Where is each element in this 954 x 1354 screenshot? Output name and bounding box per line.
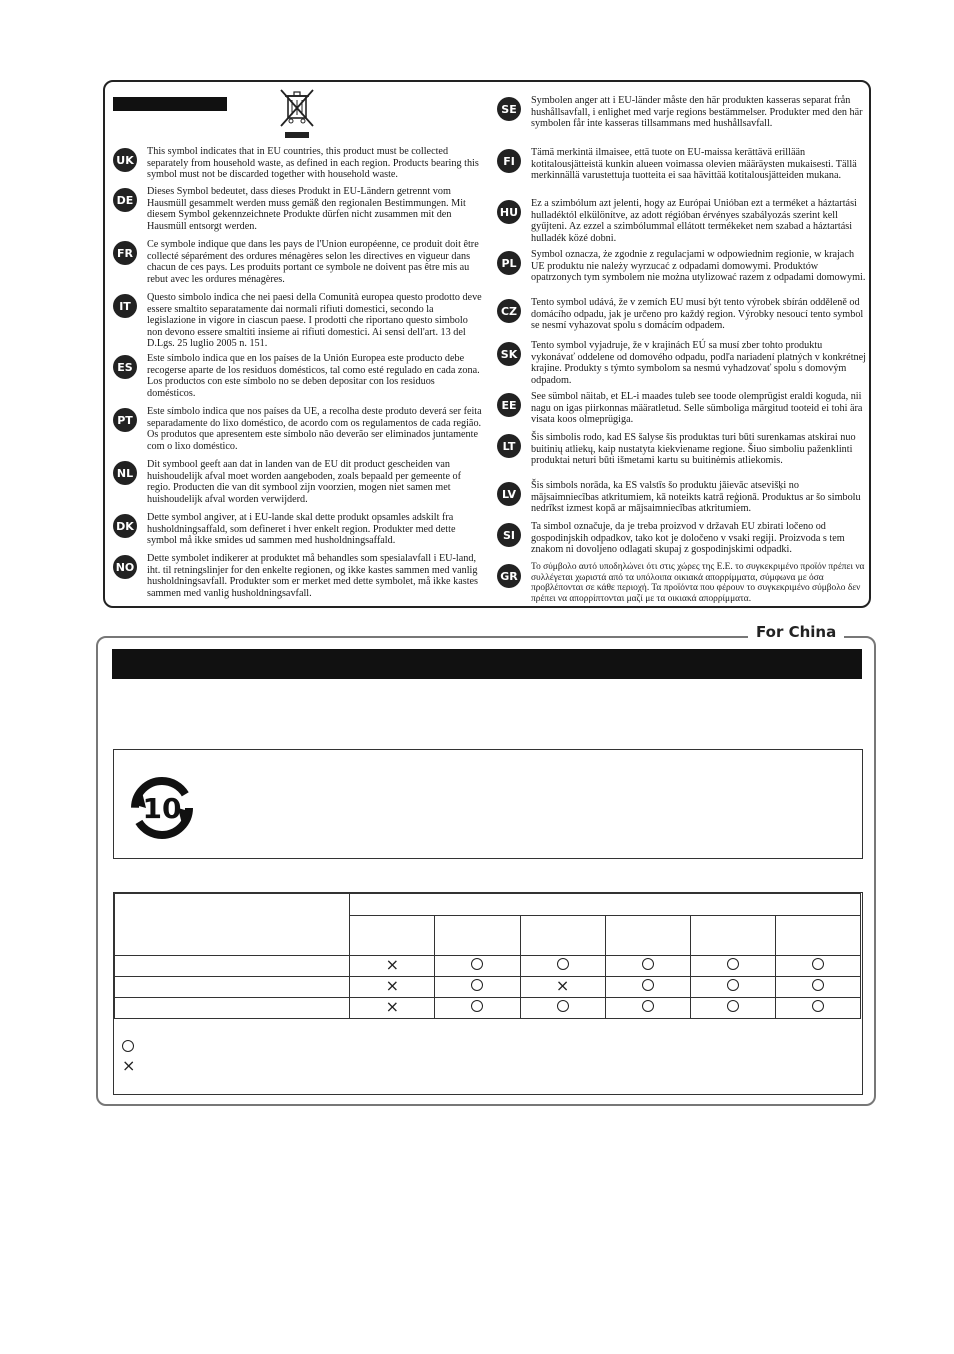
circle-mark — [471, 1000, 483, 1012]
language-badge-it: IT — [113, 294, 137, 318]
language-badge-ee: EE — [497, 393, 521, 417]
entry-pl — [497, 249, 867, 284]
china-rohs-notice — [96, 623, 876, 1106]
circle-mark — [557, 958, 569, 970]
cross-mark: × — [385, 997, 400, 1016]
entry-text: Ta simbol označuje, da je treba proizvod v državah EU zbirati ločeno od gospodinjskih odpadkov, tako kot je določeno v vsaki regiji. Proizvoda s tem znakom ni dovoljeno odlagati skupaj z gospodinjskimi odpadki. — [531, 521, 845, 556]
cell-mark — [775, 977, 860, 998]
circle-mark — [812, 1000, 824, 1012]
language-badge-lv: LV — [497, 482, 521, 506]
entry-text: Dit symbool geeft aan dat in landen van de EU dit product gescheiden van huishoudelijk afval moet worden aangeboden, zoals bepaald per gemeente of regio. Producten die van dit symbool zijn voorzien, mogen niet samen met huishoudelijk afval worden verwijderd. — [147, 459, 461, 505]
language-badge-lt: LT — [497, 434, 521, 458]
header-cell — [775, 916, 860, 956]
redacted-heading-bar — [113, 97, 227, 111]
language-badge-nl: NL — [113, 461, 137, 485]
entry-pt — [113, 406, 483, 452]
eu-weee-notice — [103, 80, 871, 608]
circle-mark — [642, 979, 654, 991]
entry-text: Tento symbol udává, že v zemích EU musí být tento výrobek sbírán odděleně od domácího odpadu, jak je určeno pro každý region. Výrobky nesoucí tento symbol se nesmí vyhazovat spolu s domácím odpadem. — [531, 297, 864, 332]
entry-de — [113, 186, 483, 232]
legend-circle — [122, 1036, 135, 1056]
part-name-cell — [115, 956, 350, 977]
header-cell — [520, 916, 605, 956]
language-badge-fi: FI — [497, 149, 521, 173]
cell-mark — [520, 998, 605, 1019]
circle-mark — [812, 979, 824, 991]
cell-mark — [775, 956, 860, 977]
language-badge-hu: HU — [497, 200, 521, 224]
entry-hu — [497, 198, 867, 244]
entry-it — [113, 292, 483, 350]
circle-mark — [727, 979, 739, 991]
entry-dk — [113, 512, 483, 547]
entry-text: Tämä merkintä ilmaisee, että tuote on EU-maissa kerättävä erillään kotitalousjätteistä kunkin alueen voimassa olevien määräysten mukaisesti. Tällä merkinnällä varustettuja tuotteita ei saa hävittää kotitalousjätteiden mukana. — [531, 147, 857, 182]
circle-mark — [471, 979, 483, 991]
cell-mark — [605, 956, 690, 977]
cell-mark — [690, 998, 775, 1019]
cell-mark — [520, 977, 605, 998]
entry-cz — [497, 297, 867, 332]
crossed-out-bin-icon — [277, 88, 317, 140]
legend-cross — [122, 1056, 135, 1076]
cell-mark — [435, 998, 520, 1019]
entry-fr — [113, 239, 483, 285]
circle-mark — [727, 958, 739, 970]
language-badge-no: NO — [113, 555, 137, 579]
entry-text: Šis simbols norāda, ka ES valstīs šo produktu jāievāc atsevišķi no mājsaimniecības atkritumiem, kā noteikts katrā reģionā. Produktus ar šo simbolu nedrīkst izmest kopā ar mājsaimniecības atkritumiem. — [531, 480, 861, 515]
entry-text: Tento symbol vyjadruje, že v krajinách EÚ sa musí zber tohto produktu vykonávať oddelene od domového odpadu, podľa nariadení platných v konkrétnej krajine. Produkty s týmto symbolom sa nesmú vyhadzovať spolu s domovým odpadom. — [531, 340, 866, 386]
entry-text: Ez a szimbólum azt jelenti, hogy az Európai Unióban ezt a terméket a háztartási hulladéktól elkülönítve, az adott régióban érvényes szabályozás szerint kell gyűjteni. Az ezzel a szimbólummal ellátott termékeket nem szabad a háztartási hulladék közé dobni. — [531, 198, 857, 244]
cell-mark — [435, 977, 520, 998]
for-china-label: For China — [748, 623, 844, 641]
entry-gr — [497, 562, 867, 604]
part-name-cell — [115, 998, 350, 1019]
efup-recycle-icon — [124, 770, 200, 846]
cell-mark — [690, 956, 775, 977]
cross-mark: × — [555, 976, 570, 995]
language-badge-sk: SK — [497, 342, 521, 366]
entry-si — [497, 521, 867, 556]
table-legend — [122, 1036, 135, 1076]
table-row — [115, 956, 861, 977]
cell-mark — [350, 998, 435, 1019]
cell-mark — [435, 956, 520, 977]
table-row — [115, 998, 861, 1019]
circle-mark — [557, 1000, 569, 1012]
header-cell — [690, 916, 775, 956]
language-badge-gr: GR — [497, 564, 521, 588]
circle-mark — [471, 958, 483, 970]
entry-ee — [497, 391, 867, 426]
entry-lv — [497, 480, 867, 515]
efup-number: 10 — [142, 792, 182, 825]
entry-text: Symbolen anger att i EU-länder måste den här produkten kasseras separat från hushållsavfall, i enlighet med varje regions bestämmelser. Produkter med den här symbolen får inte kasseras tillsammans med hushållsavfall. — [531, 95, 863, 130]
entry-text: Šis simbolis rodo, kad ES šalyse šis produktas turi būti surenkamas atskirai nuo buitinių atliekų, kaip nustatyta kiekviename regione. Šiuo simboliu paženklinti produktai neturi būti išmetami kartu su buitinėmis atliekomis. — [531, 432, 856, 467]
cross-mark: × — [122, 1056, 136, 1075]
language-badge-pt: PT — [113, 408, 137, 432]
entry-text: Dieses Symbol bedeutet, dass dieses Produkt in EU-Ländern getrennt vom Hausmüll gesammelt werden muss gemäß den regionalen Bestimmungen. Mit diesem Symbol gekennzeichnete Produkte dürfen nicht zusammen mit den Hausmüll entsorgt werden. — [147, 186, 466, 232]
table-row — [115, 977, 861, 998]
cell-mark — [350, 977, 435, 998]
language-badge-pl: PL — [497, 251, 521, 275]
language-badge-uk: UK — [113, 148, 137, 172]
substance-grid — [114, 893, 861, 1019]
circle-mark — [642, 1000, 654, 1012]
entry-text: Este símbolo indica que en los países de la Unión Europea este producto debe recogerse aparte de los residuos domésticos, tal como esté regulado en cada zona. Los productos con este símbolo no se deben depositar con los residuos domésticos. — [147, 353, 480, 399]
language-badge-dk: DK — [113, 514, 137, 538]
entry-text: Questo simbolo indica che nei paesi della Comunità europea questo prodotto deve essere smaltito separatamente dai normali rifiuti domestici, secondo la legislazione in vigore in ciascun paese. I prodotti che riportano questo simbolo non devono essere smaltiti insieme ai rifiuti domestici. Ai sensi dell'art. 13 del D.Lgs. 25 luglio 2005 n. 151. — [147, 292, 482, 350]
entry-nl — [113, 459, 483, 505]
entry-text: Το σύμβολο αυτό υποδηλώνει ότι στις χώρες της Ε.Ε. το συγκεκριμένο προϊόν πρέπει να συλλέγεται χωριστά από τα υπόλοιπα οικιακά απορρίμματα, σύμφωνα με όσα προβλέπονται σε κάθε περιοχή. Τα προϊόντα που φέρουν το συγκεκριμένο σύμβολο δεν πρέπει να απορρίπτονται μαζί με τα οικιακά απορρίμματα. — [531, 562, 865, 604]
entry-es — [113, 353, 483, 399]
part-name-cell — [115, 977, 350, 998]
cell-mark — [605, 998, 690, 1019]
language-badge-cz: CZ — [497, 299, 521, 323]
entry-no — [113, 553, 483, 599]
circle-mark — [727, 1000, 739, 1012]
circle-mark — [812, 958, 824, 970]
entry-uk — [113, 146, 483, 181]
cross-mark: × — [385, 955, 400, 974]
efup-box — [113, 749, 863, 859]
header-cell — [350, 916, 435, 956]
entry-sk — [497, 340, 867, 386]
entry-fi — [497, 147, 867, 182]
entry-text: See sümbol näitab, et EL-i maades tuleb see toode olemprügist eraldi koguda, nii nagu on igas piirkonnas määratletud. Selle sümboliga märgitud tooteid ei tohi ära visata koos olmeprügiga. — [531, 391, 863, 426]
language-badge-es: ES — [113, 355, 137, 379]
entry-text: This symbol indicates that in EU countries, this product must be collected separately from household waste, as defined in each region. Products bearing this symbol must not be discarded together with household waste. — [147, 146, 479, 181]
header-cell — [605, 916, 690, 956]
entry-text: Ce symbole indique que dans les pays de l'Union européenne, ce produit doit être collecté séparément des ordures ménagères selon les directives en vigueur dans chacun de ces pays. Les produits portant ce symbole ne doivent pas être mis au rebut avec les ordures ménagères. — [147, 239, 479, 285]
entry-text: Symbol oznacza, że zgodnie z regulacjami w odpowiednim regionie, w krajach UE produktu nie należy wyrzucać z odpadami domowymi. Produktów opatrzonych tym symbolem nie można utylizować razem z odpadami domowymi. — [531, 249, 866, 284]
circle-mark — [122, 1040, 134, 1052]
cross-mark: × — [385, 976, 400, 995]
circle-mark — [642, 958, 654, 970]
language-badge-si: SI — [497, 523, 521, 547]
language-badge-se: SE — [497, 97, 521, 121]
redacted-heading-bar — [112, 649, 862, 679]
cell-mark — [690, 977, 775, 998]
entry-lt — [497, 432, 867, 467]
cell-mark — [775, 998, 860, 1019]
language-badge-fr: FR — [113, 241, 137, 265]
cell-mark — [350, 956, 435, 977]
header-part-cell — [115, 894, 350, 956]
entry-se — [497, 95, 867, 130]
language-badge-de: DE — [113, 188, 137, 212]
entry-text: Dette symbol angiver, at i EU-lande skal dette produkt opsamles adskilt fra husholdningsaffald, som defineret i hver enkelt region. Produkter med dette symbol må ikke smides ud sammen med husholdningsaffald. — [147, 512, 456, 547]
header-cell — [435, 916, 520, 956]
hazardous-substances-table — [113, 892, 863, 1095]
cell-mark — [520, 956, 605, 977]
entry-text: Este símbolo indica que nos países da UE, a recolha deste produto deverá ser feita separadamente do lixo doméstico, de acordo com os regulamentos de cada região. Os produtos que apresentem este símbolo não deverão ser eliminados juntamente com o lixo doméstico. — [147, 406, 482, 452]
entry-text: Dette symbolet indikerer at produktet må behandles som spesialavfall i EU-land, iht. til retningslinjer for den enkelte regionen, og ikke kastes sammen med vanlig husholdningsavfall. Produkter som er merket med dette symbolet, må ikke kastes sammen med vanlig husholdningsavfall. — [147, 553, 479, 599]
header-substances-cell — [350, 894, 861, 916]
cell-mark — [605, 977, 690, 998]
